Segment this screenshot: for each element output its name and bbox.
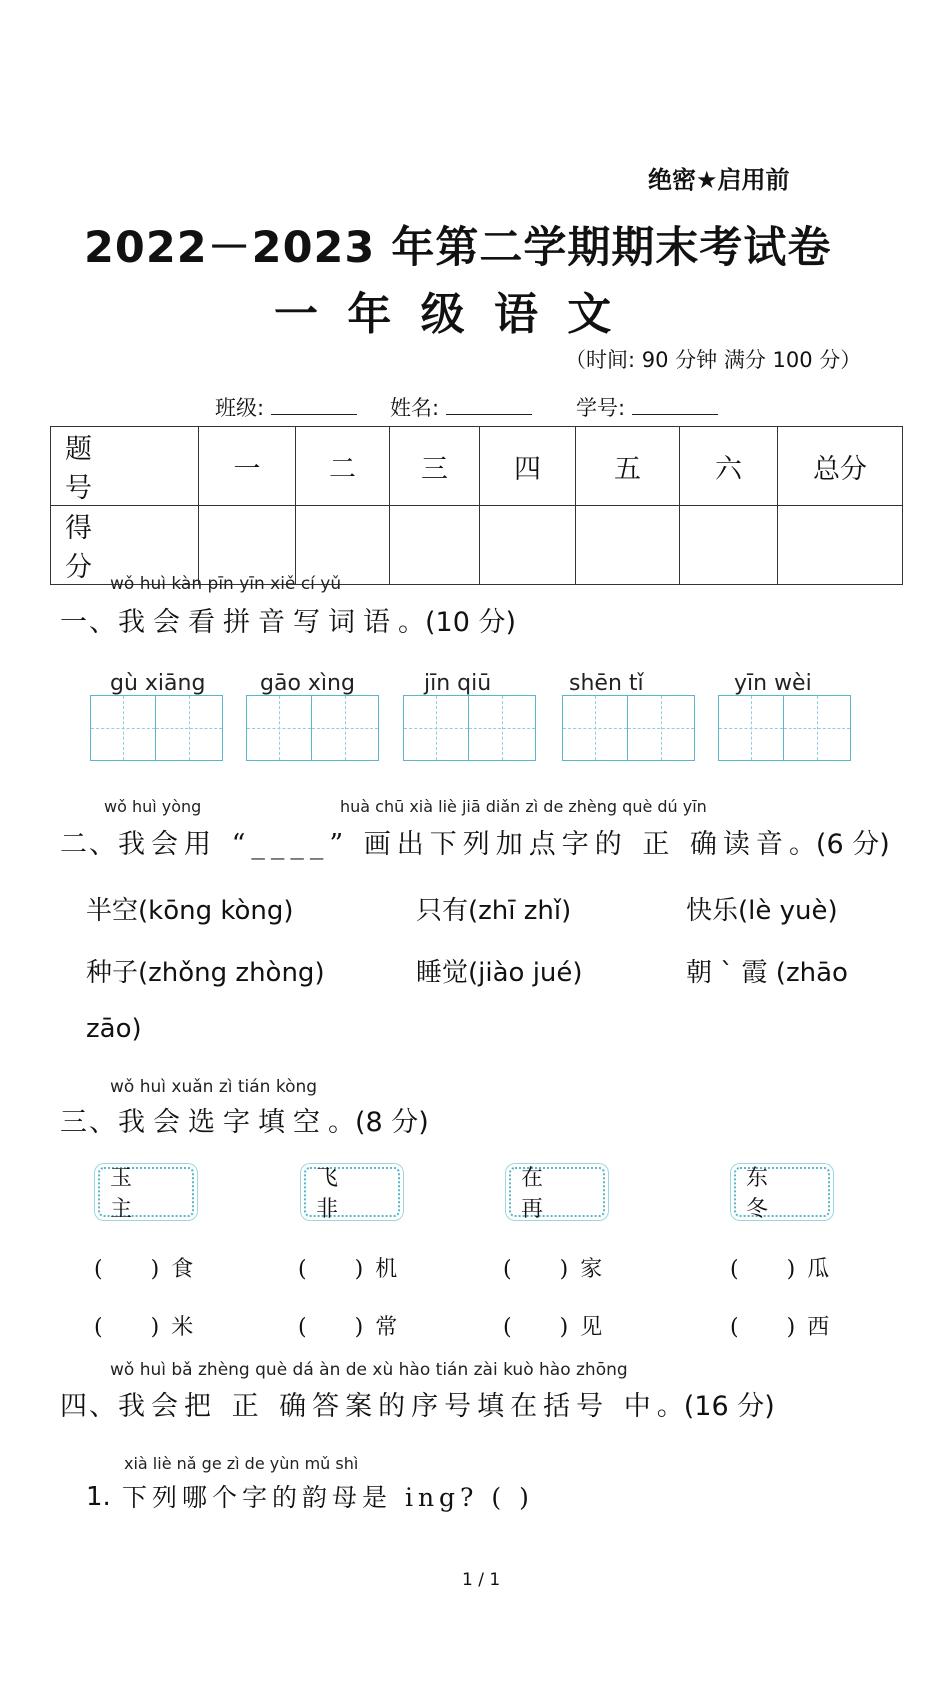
exam-title: 2022－2023 年第二学期期末考试卷	[84, 223, 832, 273]
fill-blank-item[interactable]: ( ) 家	[503, 1252, 602, 1283]
section1-number: 一、	[60, 607, 118, 638]
writing-grid-3[interactable]	[403, 695, 536, 763]
section1-points: 。(10 分)	[398, 607, 517, 638]
char-choice-box: 玉主	[98, 1167, 194, 1217]
section1-heading	[60, 600, 516, 639]
fill-blank-item[interactable]: ( ) 瓜	[730, 1252, 829, 1283]
word2-pinyin: gāo xìng	[260, 671, 355, 696]
section3-text: 我会选字填空	[118, 1107, 328, 1138]
fill-blank-char: 见	[580, 1315, 603, 1340]
name-label: 姓名:	[390, 396, 440, 420]
fill-blank-char: 瓜	[807, 1257, 830, 1282]
section4-text: 我会把 正 确答案的序号填在括号 中	[118, 1391, 657, 1422]
table-header-cell: 一	[199, 427, 296, 506]
student-id-field[interactable]	[576, 392, 718, 422]
char-choice-box: 飞非	[304, 1167, 400, 1217]
section4-number: 四、	[60, 1391, 118, 1422]
score-table	[50, 426, 903, 585]
score-table-header-row	[51, 427, 903, 506]
table-header-cell: 六	[680, 427, 778, 506]
word1-pinyin: gù xiāng	[110, 671, 206, 696]
score-cell[interactable]	[390, 506, 480, 585]
question1-number: 1.	[86, 1482, 111, 1512]
reading-item[interactable]: 半空(kōng kòng)	[86, 896, 294, 926]
section2-points: 。(6 分)	[788, 829, 890, 860]
reading-item[interactable]: 快乐(lè yuè)	[686, 896, 838, 926]
writing-grid-1[interactable]	[90, 695, 223, 763]
fill-blank-char: 家	[580, 1257, 603, 1282]
writing-grid-5[interactable]	[718, 695, 851, 763]
reading-item[interactable]: 只有(zhī zhǐ)	[416, 896, 572, 926]
fill-blank-char: 食	[171, 1257, 194, 1282]
score-cell[interactable]	[680, 506, 778, 585]
reading-item[interactable]: 睡觉(jiào jué)	[416, 958, 583, 988]
page-number: 1 / 1	[462, 1570, 501, 1590]
fill-blank-char: 西	[807, 1315, 830, 1340]
fill-blank-item[interactable]: ( ) 机	[298, 1252, 397, 1283]
word4-pinyin: shēn tǐ	[569, 671, 644, 696]
section3-pinyin: wǒ huì xuǎn zì tián kòng	[110, 1077, 318, 1097]
secret-label: 绝密★启用前	[648, 166, 790, 194]
score-cell[interactable]	[296, 506, 390, 585]
section2-pinyin-a: wǒ huì yòng	[104, 797, 202, 816]
fill-blank-item[interactable]: ( ) 见	[503, 1310, 602, 1341]
section2-number: 二、	[60, 829, 118, 860]
reading-item[interactable]: zāo)	[86, 1014, 142, 1044]
section2-text: 我会用 “____” 画出下列加点字的 正 确读音	[118, 829, 789, 860]
table-header-cell: 题 号	[51, 427, 199, 506]
score-cell[interactable]	[576, 506, 680, 585]
score-cell[interactable]	[480, 506, 576, 585]
score-cell[interactable]	[778, 506, 903, 585]
section2-pinyin-b: huà chū xià liè jiā diǎn zì de zhèng què dú yīn	[340, 797, 707, 816]
fill-blank-item[interactable]: ( ) 西	[730, 1310, 829, 1341]
fill-blank-item[interactable]: ( ) 米	[94, 1310, 193, 1341]
section3-heading	[60, 1100, 429, 1139]
section4-points: 。(16 分)	[656, 1391, 775, 1422]
fill-blank-item[interactable]: ( ) 食	[94, 1252, 193, 1283]
section4-pinyin: wǒ huì bǎ zhèng què dá àn de xù hào tián zài kuò hào zhōng	[110, 1360, 628, 1380]
section3-points: 。(8 分)	[328, 1107, 429, 1138]
student-id-label: 学号:	[576, 396, 626, 420]
reading-item[interactable]: 种子(zhǒng zhòng)	[86, 958, 325, 988]
question1-pinyin: xià liè nǎ ge zì de yùn mǔ shì	[124, 1454, 359, 1473]
writing-grid-2[interactable]	[246, 695, 379, 763]
question1-text[interactable]: 下列哪个字的韵母是 ing? ( )	[122, 1483, 534, 1512]
fill-blank-char: 米	[171, 1315, 194, 1340]
score-row-label: 得 分	[51, 506, 199, 585]
section1-text: 我会看拼音写词语	[118, 607, 398, 638]
word3-pinyin: jīn qiū	[424, 671, 492, 696]
fill-blank-char: 常	[375, 1315, 398, 1340]
reading-item[interactable]: 朝 ˋ 霞 (zhāo	[686, 958, 848, 988]
table-header-cell: 二	[296, 427, 390, 506]
fill-blank-char: 机	[375, 1257, 398, 1282]
table-header-cell: 五	[576, 427, 680, 506]
score-cell[interactable]	[199, 506, 296, 585]
char-choice-box: 在再	[509, 1167, 605, 1217]
table-header-cell: 总分	[778, 427, 903, 506]
section4-heading	[60, 1384, 775, 1423]
table-header-cell: 三	[390, 427, 480, 506]
class-field[interactable]	[215, 392, 357, 422]
word5-pinyin: yīn wèi	[734, 671, 812, 696]
section1-pinyin: wǒ huì kàn pīn yīn xiě cí yǔ	[110, 574, 342, 594]
exam-time: （时间: 90 分钟 满分 100 分）	[565, 348, 862, 372]
char-choice-box: 东冬	[734, 1167, 830, 1217]
section2-heading	[60, 822, 890, 861]
writing-grid-4[interactable]	[562, 695, 695, 763]
table-header-cell: 四	[480, 427, 576, 506]
class-label: 班级:	[215, 396, 265, 420]
name-field[interactable]	[390, 392, 532, 422]
score-table-score-row	[51, 506, 903, 585]
section3-number: 三、	[60, 1107, 118, 1138]
exam-subtitle: 一 年 级 语 文	[274, 289, 612, 340]
fill-blank-item[interactable]: ( ) 常	[298, 1310, 397, 1341]
